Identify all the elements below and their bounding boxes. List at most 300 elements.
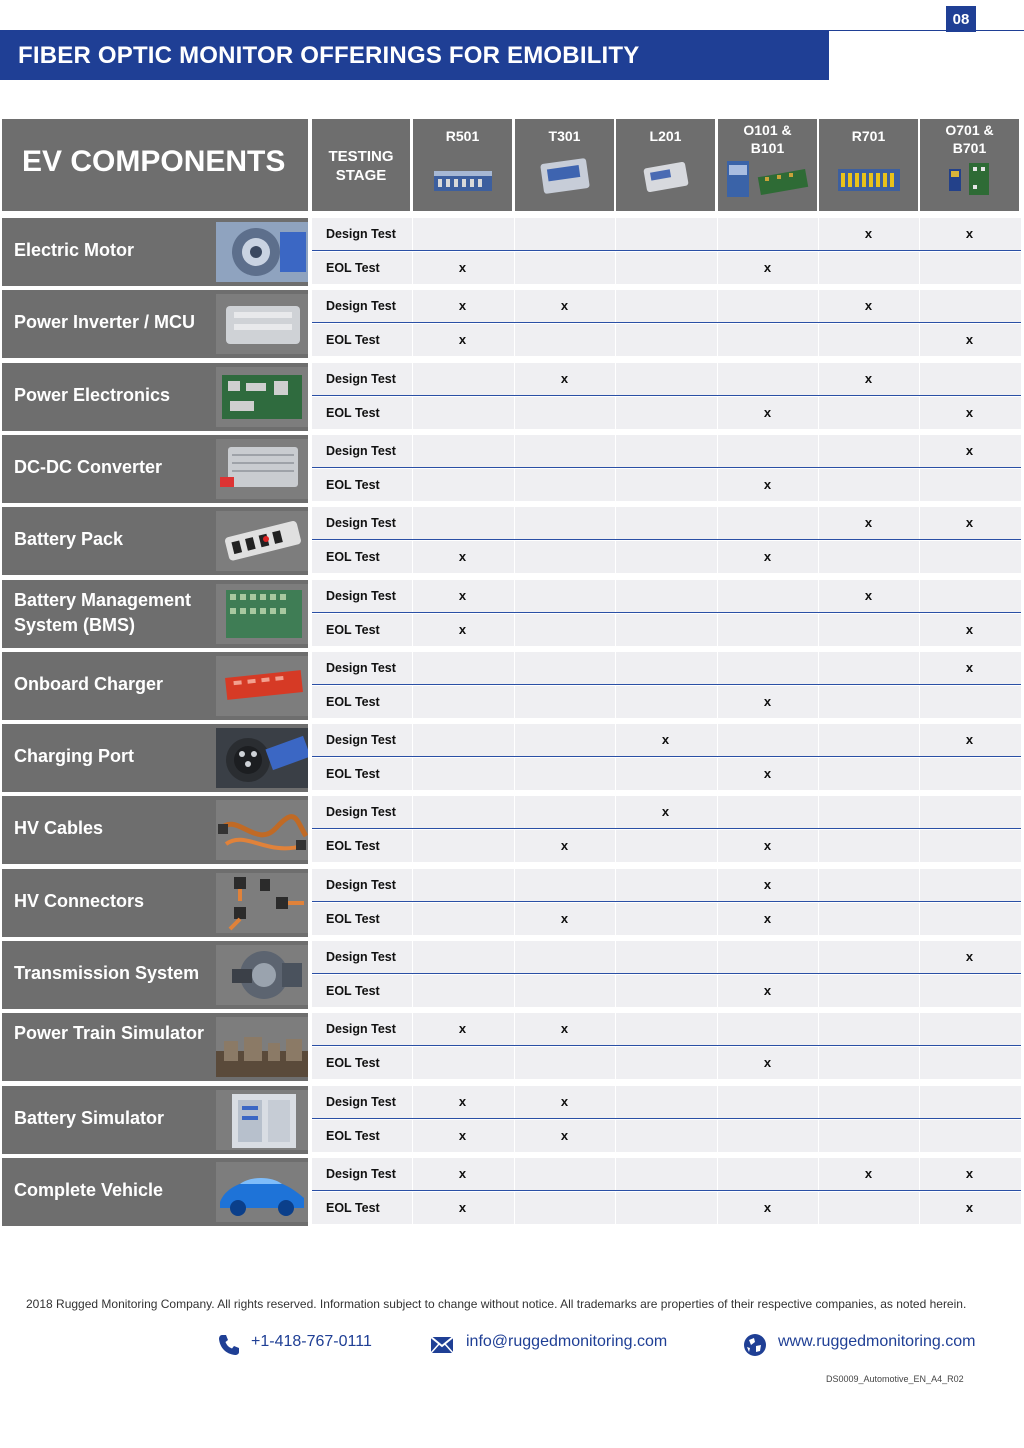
component-cell [2,941,308,1009]
offering-mark: x [458,549,467,564]
testing-stage-label: Design Test [326,661,396,675]
offering-mark: x [763,405,772,420]
design-test-row [312,796,1021,829]
eol-test-row [312,903,1021,935]
column-divider [717,1013,718,1045]
offering-mark: x [560,1128,569,1143]
testing-stage-label: EOL Test [326,912,380,926]
column-divider [818,1013,819,1045]
testing-stage-label: Design Test [326,1167,396,1181]
column-divider [514,218,515,250]
column-divider [514,941,515,973]
design-test-row [312,363,1021,396]
column-divider [919,1013,920,1045]
column-divider [615,941,616,973]
column-divider [818,869,819,901]
testing-stage-label: EOL Test [326,478,380,492]
component-cell [2,1158,308,1226]
product-device-image [639,159,693,198]
column-divider [514,507,515,539]
eol-test-row [312,1047,1021,1079]
offering-mark: x [661,804,670,819]
offering-mark: x [965,1200,974,1215]
column-divider [514,580,515,612]
testing-stage-label: Design Test [326,227,396,241]
offering-mark: x [458,1128,467,1143]
column-divider [919,903,920,935]
offering-mark: x [458,260,467,275]
testing-stage-label: Design Test [326,878,396,892]
component-image [216,800,308,860]
component-image [216,1162,308,1222]
column-divider [412,796,413,828]
column-divider [919,469,920,501]
column-divider [717,652,718,684]
testing-stage-label: EOL Test [326,1201,380,1215]
phone-icon [217,1333,241,1357]
product-name: R701 [851,128,886,144]
offering-mark: x [763,1055,772,1070]
offering-mark: x [560,1094,569,1109]
column-divider [514,541,515,573]
column-divider [818,397,819,429]
component-cell [2,796,308,864]
column-divider [818,652,819,684]
testing-stage-label: Design Test [326,1095,396,1109]
column-divider [615,903,616,935]
page-title: FIBER OPTIC MONITOR OFFERINGS FOR EMOBILITY [18,42,640,69]
offering-mark: x [965,660,974,675]
column-divider [717,1158,718,1190]
design-test-row [312,218,1021,251]
column-divider [615,758,616,790]
column-divider [615,686,616,718]
design-test-row [312,290,1021,323]
product-name: O701 & B701 [945,122,994,156]
column-divider [717,614,718,646]
column-divider [818,1086,819,1118]
product-header [920,119,1019,211]
product-device-image [836,165,902,198]
column-divider [919,1120,920,1152]
component-cell [2,1086,308,1154]
component-name: Electric Motor [14,240,135,260]
column-divider [514,686,515,718]
column-divider [717,1086,718,1118]
eol-test-row [312,975,1021,1007]
testing-stage-label: Design Test [326,299,396,313]
column-divider [717,1120,718,1152]
offering-mark: x [965,732,974,747]
component-name: Onboard Charger [14,674,164,694]
offering-mark: x [458,622,467,637]
offering-mark: x [560,371,569,386]
column-divider [412,652,413,684]
column-divider [919,796,920,828]
component-name: Battery Simulator [14,1108,165,1128]
offering-mark: x [965,405,974,420]
column-divider [514,1158,515,1190]
column-divider [919,758,920,790]
column-divider [717,324,718,356]
column-divider [919,580,920,612]
offering-mark: x [864,371,873,386]
testing-stage-label: Design Test [326,372,396,386]
testing-stage-label: Design Test [326,444,396,458]
component-name: Complete Vehicle [14,1180,164,1200]
testing-stage-label: EOL Test [326,839,380,853]
eol-test-row [312,830,1021,862]
column-divider [615,252,616,284]
testing-stage-label: EOL Test [326,261,380,275]
design-test-row [312,435,1021,468]
offering-mark: x [763,477,772,492]
offering-mark: x [458,1166,467,1181]
design-test-row [312,1158,1021,1191]
offering-mark: x [560,911,569,926]
column-divider [717,724,718,756]
column-divider [412,830,413,862]
product-header [718,119,817,211]
column-divider [717,941,718,973]
offering-mark: x [965,515,974,530]
offering-mark: x [864,515,873,530]
column-divider [919,1047,920,1079]
column-divider [615,397,616,429]
column-divider [615,469,616,501]
column-divider [717,435,718,467]
column-divider [514,1047,515,1079]
product-device-image [536,157,594,200]
product-name: T301 [548,128,581,144]
column-divider [514,397,515,429]
globe-icon [743,1333,767,1357]
product-device-image [945,161,995,200]
column-divider [412,363,413,395]
component-cell [2,1013,308,1081]
column-divider [514,614,515,646]
testing-stage-label: Design Test [326,733,396,747]
email-link[interactable]: info@ruggedmonitoring.com [466,1333,668,1350]
column-divider [412,686,413,718]
product-name: O101 & B101 [743,122,792,156]
offering-mark: x [965,332,974,347]
column-divider [818,541,819,573]
offering-mark: x [965,949,974,964]
offering-mark: x [763,838,772,853]
column-divider [919,830,920,862]
component-image [216,439,308,499]
page-number: 08 [946,6,976,32]
title-banner [0,30,829,80]
column-divider [615,614,616,646]
column-divider [615,435,616,467]
design-test-row [312,1013,1021,1046]
column-divider [615,1086,616,1118]
eol-test-row [312,469,1021,501]
design-test-row [312,652,1021,685]
eol-test-row [312,324,1021,356]
column-divider [514,252,515,284]
component-image [216,222,308,282]
offering-mark: x [965,1166,974,1181]
components-header-label: EV COMPONENTS [22,145,286,178]
product-device-image [725,159,811,202]
eol-test-row [312,614,1021,646]
website-link[interactable]: www.ruggedmonitoring.com [778,1333,976,1350]
offering-mark: x [864,1166,873,1181]
column-divider [818,686,819,718]
column-divider [919,869,920,901]
column-divider [615,869,616,901]
column-divider [919,975,920,1007]
column-divider [412,218,413,250]
offering-mark: x [458,1200,467,1215]
column-divider [919,290,920,322]
column-divider [818,435,819,467]
column-divider [717,290,718,322]
component-cell [2,218,308,286]
testing-stage-label: EOL Test [326,767,380,781]
testing-stage-label: EOL Test [326,623,380,637]
column-divider [615,290,616,322]
offering-mark: x [661,732,670,747]
offering-mark: x [965,443,974,458]
column-divider [615,541,616,573]
offering-mark: x [763,983,772,998]
column-divider [818,469,819,501]
component-image [216,1090,308,1150]
component-name: HV Connectors [14,891,145,911]
design-test-row [312,941,1021,974]
column-divider [514,324,515,356]
column-divider [412,1047,413,1079]
column-divider [412,903,413,935]
offering-mark: x [458,588,467,603]
column-divider [615,652,616,684]
testing-stage-label: Design Test [326,589,396,603]
component-name: Charging Port [14,746,134,766]
component-name: Power Train Simulator [14,1023,205,1043]
column-divider [615,363,616,395]
offering-mark: x [965,622,974,637]
component-image [216,728,308,788]
column-divider [717,507,718,539]
column-divider [818,941,819,973]
testing-stage-label: Design Test [326,516,396,530]
component-cell [2,363,308,431]
column-divider [919,686,920,718]
column-divider [615,1013,616,1045]
component-cell [2,507,308,575]
testing-stage-label: EOL Test [326,1056,380,1070]
column-divider [615,218,616,250]
column-divider [818,758,819,790]
column-divider [514,724,515,756]
design-test-row [312,580,1021,613]
stage-header [312,119,410,211]
component-name: Power Electronics [14,385,171,405]
offering-mark: x [965,226,974,241]
component-name: Transmission System [14,963,200,983]
column-divider [818,903,819,935]
column-divider [412,941,413,973]
component-image [216,873,308,933]
eol-test-row [312,1120,1021,1152]
phone-number[interactable]: +1-418-767-0111 [251,1333,372,1350]
document-reference: DS0009_Automotive_EN_A4_R02 [826,1374,964,1384]
eol-test-row [312,541,1021,573]
column-divider [514,469,515,501]
column-divider [717,796,718,828]
product-header [819,119,918,211]
column-divider [514,758,515,790]
components-header [2,119,308,211]
column-divider [514,869,515,901]
component-image [216,511,308,571]
column-divider [412,435,413,467]
testing-stage-label: Design Test [326,950,396,964]
column-divider [514,435,515,467]
component-image [216,294,308,354]
column-divider [919,541,920,573]
column-divider [919,252,920,284]
offering-mark: x [864,588,873,603]
column-divider [514,652,515,684]
component-cell [2,652,308,720]
offering-mark: x [458,298,467,313]
column-divider [615,830,616,862]
offering-mark: x [560,838,569,853]
component-image [216,945,308,1005]
eol-test-row [312,758,1021,790]
offering-mark: x [763,260,772,275]
column-divider [615,1192,616,1224]
testing-stage-label: Design Test [326,1022,396,1036]
copyright-notice: 2018 Rugged Monitoring Company. All rights reserved. Information subject to change without notice. All trademarks are properties of their respective companies, as noted herein. [26,1297,967,1311]
component-image [216,656,308,716]
column-divider [615,507,616,539]
component-image [216,584,308,644]
offering-mark: x [763,877,772,892]
eol-test-row [312,1192,1021,1224]
column-divider [514,1192,515,1224]
testing-stage-label: EOL Test [326,695,380,709]
eol-test-row [312,252,1021,284]
column-divider [514,796,515,828]
component-cell [2,724,308,792]
column-divider [615,1158,616,1190]
product-device-image [432,167,494,198]
column-divider [615,324,616,356]
offering-mark: x [458,332,467,347]
column-divider [412,469,413,501]
component-cell [2,869,308,937]
offering-mark: x [560,1021,569,1036]
testing-stage-label: EOL Test [326,984,380,998]
offering-mark: x [864,298,873,313]
component-name: Battery Management System (BMS) [14,590,192,635]
component-image [216,1017,308,1077]
email-icon [430,1336,454,1354]
component-image [216,367,308,427]
product-header [515,119,614,211]
column-divider [412,397,413,429]
offering-mark: x [763,766,772,781]
column-divider [514,975,515,1007]
column-divider [818,796,819,828]
product-header [616,119,715,211]
component-name: Power Inverter / MCU [14,312,196,332]
column-divider [818,1047,819,1079]
offering-mark: x [763,694,772,709]
column-divider [919,1086,920,1118]
column-divider [818,724,819,756]
column-divider [818,830,819,862]
stage-header-label: TESTING STAGE [328,148,394,184]
product-name: L201 [649,128,682,144]
eol-test-row [312,397,1021,429]
offering-mark: x [763,1200,772,1215]
column-divider [615,975,616,1007]
column-divider [412,724,413,756]
testing-stage-label: EOL Test [326,406,380,420]
column-divider [615,1120,616,1152]
component-cell [2,580,308,648]
product-name: R501 [445,128,480,144]
column-divider [919,363,920,395]
component-cell [2,435,308,503]
top-rule [829,30,1024,31]
column-divider [818,1192,819,1224]
component-name: DC-DC Converter [14,457,163,477]
column-divider [412,507,413,539]
product-header [413,119,512,211]
column-divider [412,975,413,1007]
column-divider [818,252,819,284]
component-name: Battery Pack [14,529,124,549]
column-divider [615,1047,616,1079]
offering-mark: x [560,298,569,313]
column-divider [717,363,718,395]
testing-stage-label: Design Test [326,805,396,819]
column-divider [412,758,413,790]
component-cell [2,290,308,358]
offering-mark: x [763,549,772,564]
offering-mark: x [763,911,772,926]
design-test-row [312,507,1021,540]
eol-test-row [312,686,1021,718]
testing-stage-label: EOL Test [326,1129,380,1143]
design-test-row [312,1086,1021,1119]
column-divider [615,580,616,612]
offering-mark: x [458,1094,467,1109]
component-name: HV Cables [14,818,104,838]
column-divider [818,1120,819,1152]
column-divider [818,975,819,1007]
design-test-row [312,724,1021,757]
column-divider [412,869,413,901]
column-divider [717,580,718,612]
column-divider [818,614,819,646]
offering-mark: x [458,1021,467,1036]
offering-mark: x [864,226,873,241]
column-divider [818,324,819,356]
testing-stage-label: EOL Test [326,550,380,564]
design-test-row [312,869,1021,902]
column-divider [717,218,718,250]
testing-stage-label: EOL Test [326,333,380,347]
